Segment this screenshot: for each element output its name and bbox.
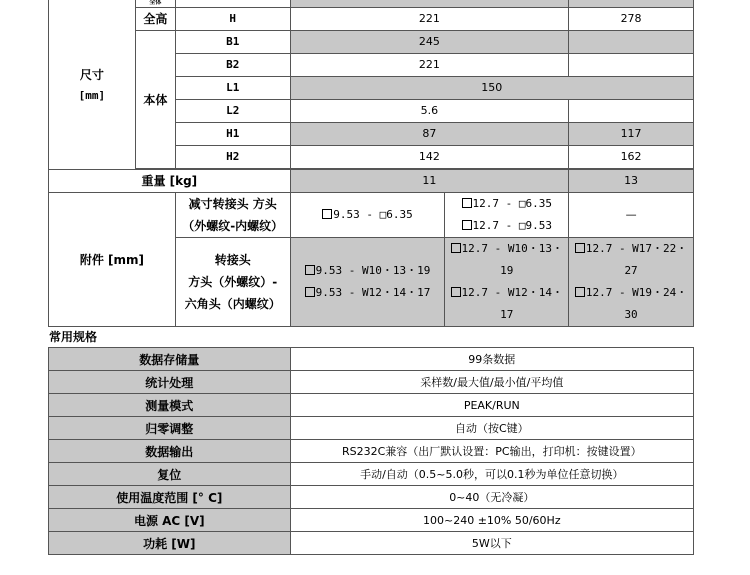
full-height-row (49, 7, 694, 30)
b2-value-2 (569, 53, 694, 76)
reducer-col1-value: 9.53 - □6.35 (333, 208, 413, 221)
partial-top-row (49, 0, 694, 7)
adapter-col1-line2: 9.53 - W12・14・17 (315, 285, 431, 299)
reducer-label-line1: 减寸转接头 方头 (188, 196, 277, 211)
common-spec-row (49, 463, 694, 486)
common-spec-value: 99条数据 (290, 348, 693, 371)
adapter-col3-line2: 12.7 - W19・24・30 (585, 285, 688, 321)
common-specs-table (48, 347, 694, 555)
reducer-col2 (445, 192, 569, 237)
reducer-label (175, 192, 290, 237)
adapter-col2-line1: 12.7 - W10・13・19 (461, 241, 563, 277)
square-icon (575, 243, 585, 253)
common-spec-row (49, 348, 694, 371)
common-spec-label: 测量模式 (49, 394, 291, 417)
l2-value: 5.6 (290, 99, 569, 122)
adapter-label-line1: 转接头 (214, 252, 251, 267)
adapter-col1 (290, 237, 445, 326)
common-spec-row (49, 394, 694, 417)
accessories-label: 附件 [mm] (49, 192, 176, 326)
weight-label: 重量 [kg] (49, 169, 291, 192)
common-spec-row (49, 417, 694, 440)
h1-symbol: H1 (175, 122, 290, 145)
reducer-col2-line2: 12.7 - □9.53 (472, 218, 552, 232)
common-spec-row (49, 486, 694, 509)
b2-value: 221 (290, 53, 569, 76)
partial-label: 全体 (135, 0, 175, 7)
common-spec-row (49, 371, 694, 394)
adapter-label-line2: 方头（外螺纹）- (188, 274, 278, 289)
b1-symbol: B1 (175, 30, 290, 53)
b1-value: 245 (290, 30, 569, 53)
square-icon (451, 287, 461, 297)
common-spec-label: 电源 AC [V] (49, 509, 291, 532)
h1-value-2: 117 (569, 122, 694, 145)
b1-value-2 (569, 30, 694, 53)
square-icon (462, 198, 472, 208)
common-spec-label: 复位 (49, 463, 291, 486)
body-row-b1 (49, 30, 694, 53)
weight-value-1: 11 (290, 169, 569, 192)
adapter-col3 (569, 237, 694, 326)
l2-symbol: L2 (175, 99, 290, 122)
common-spec-value: 自动（按C键） (290, 417, 693, 440)
l1-value: 150 (290, 76, 693, 99)
b2-symbol: B2 (175, 53, 290, 76)
common-specs-title: 常用规格 (49, 330, 98, 344)
dimensions-label-cell (49, 0, 136, 169)
common-spec-value: 手动/自动（0.5~5.0秒，可以0.1秒为单位任意切换） (290, 463, 693, 486)
common-spec-label: 统计处理 (49, 371, 291, 394)
adapter-col3-line1: 12.7 - W17・22・27 (585, 241, 688, 277)
full-height-value-1: 221 (290, 7, 569, 30)
reducer-row (49, 192, 694, 237)
h1-value: 87 (290, 122, 569, 145)
common-spec-value: RS232C兼容（出厂默认设置：PC输出，打印机：按键设置） (290, 440, 693, 463)
adapter-col1-line1: 9.53 - W10・13・19 (315, 263, 431, 277)
adapter-label (175, 237, 290, 326)
reducer-col1 (290, 192, 445, 237)
square-icon (575, 287, 585, 297)
dimensions-unit: [mm] (78, 89, 106, 103)
common-spec-row (49, 440, 694, 463)
common-spec-label: 功耗 [W] (49, 532, 291, 555)
dimensions-table (48, 0, 694, 327)
common-spec-label: 数据输出 (49, 440, 291, 463)
dimensions-label: 尺寸 (79, 68, 104, 83)
weight-value-2: 13 (569, 169, 694, 192)
square-icon (462, 220, 472, 230)
common-spec-row (49, 509, 694, 532)
adapter-col2 (445, 237, 569, 326)
weight-row (49, 169, 694, 192)
reducer-label-line2: （外螺纹-内螺纹） (182, 218, 284, 233)
adapter-col2-line2: 12.7 - W12・14・17 (461, 285, 563, 321)
h2-value-2: 162 (569, 145, 694, 168)
l1-symbol: L1 (175, 76, 290, 99)
common-spec-value: 100~240 ±10% 50/60Hz (290, 509, 693, 532)
reducer-col2-line1: 12.7 - □6.35 (472, 196, 552, 210)
common-spec-value: PEAK/RUN (290, 394, 693, 417)
square-icon (451, 243, 461, 253)
h2-symbol: H2 (175, 145, 290, 168)
reducer-col3: — (569, 192, 694, 237)
common-spec-label: 使用温度范围 [° C] (49, 486, 291, 509)
body-label: 本体 (135, 30, 175, 168)
common-spec-row (49, 532, 694, 555)
full-height-symbol: H (175, 7, 290, 30)
common-spec-value: 采样数/最大值/最小值/平均值 (290, 371, 693, 394)
common-spec-value: 0~40（无冷凝） (290, 486, 693, 509)
adapter-label-line3: 六角头（内螺纹） (184, 296, 281, 311)
common-spec-label: 数据存储量 (49, 348, 291, 371)
h2-value: 142 (290, 145, 569, 168)
square-icon (305, 265, 315, 275)
full-height-value-2: 278 (569, 7, 694, 30)
full-height-label: 全高 (135, 7, 175, 30)
l2-value-2 (569, 99, 694, 122)
common-spec-value: 5W以下 (290, 532, 693, 555)
square-icon (322, 209, 332, 219)
common-spec-label: 归零调整 (49, 417, 291, 440)
square-icon (305, 287, 315, 297)
